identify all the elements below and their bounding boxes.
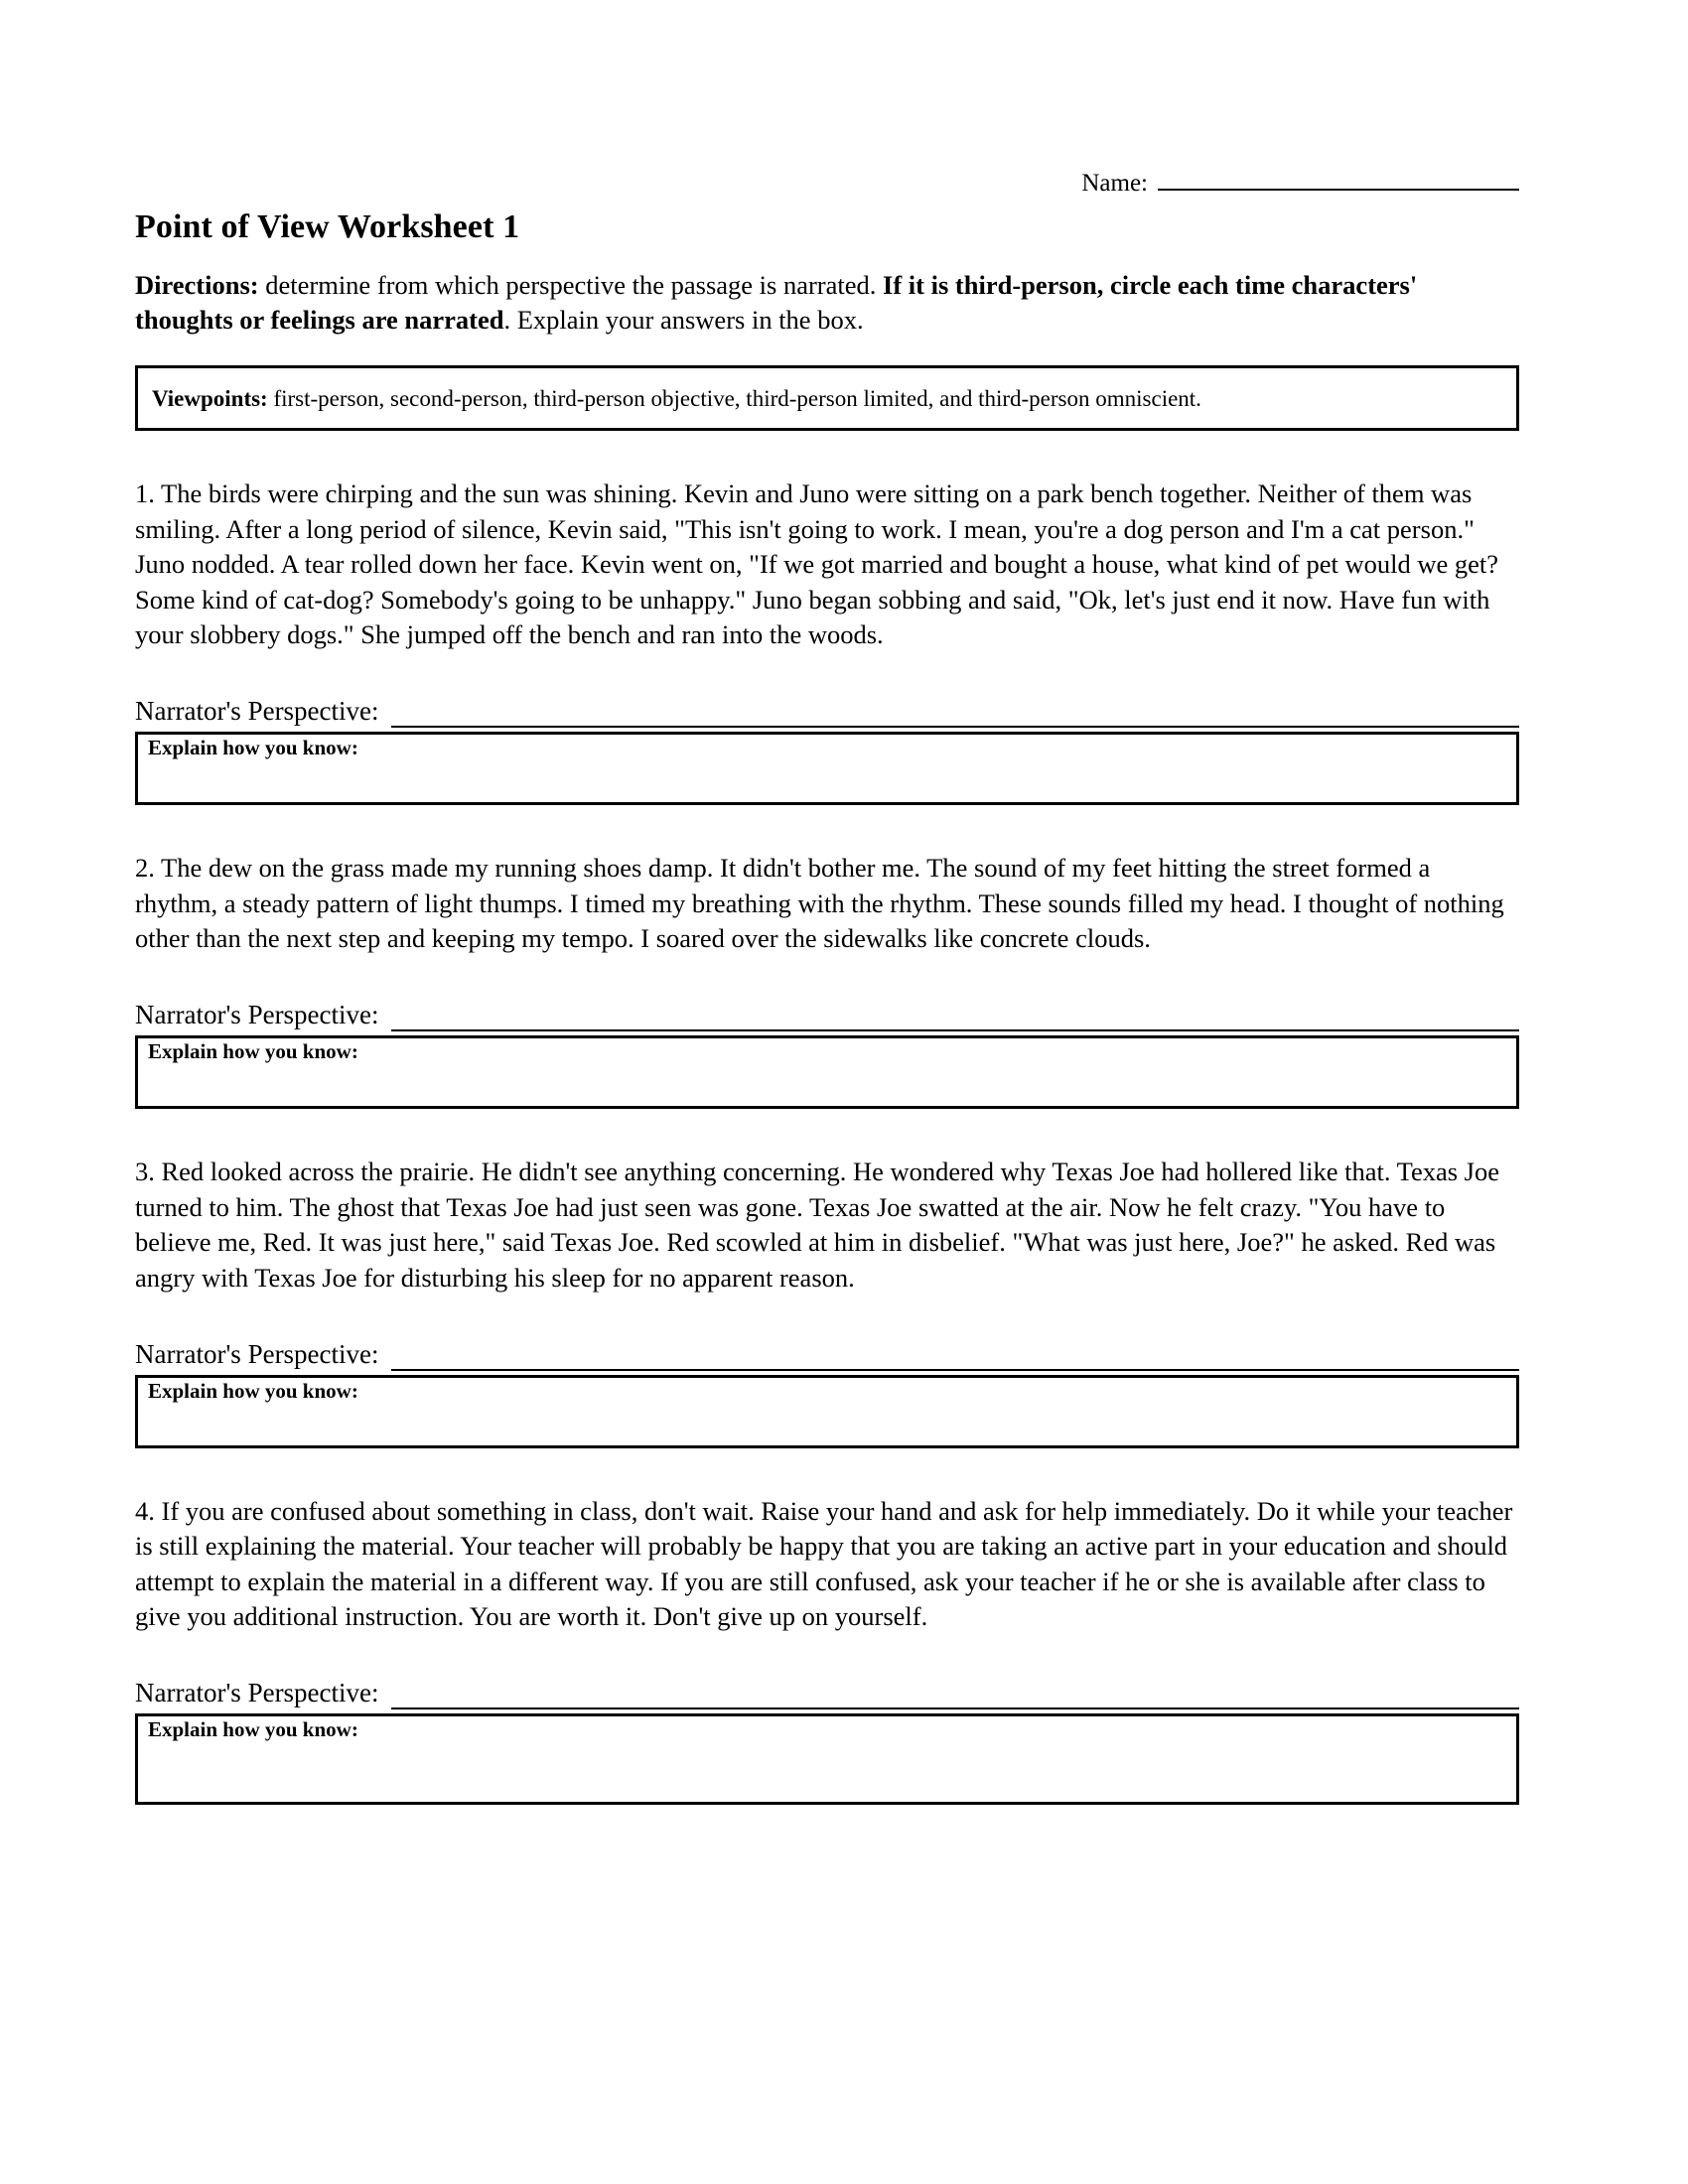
perspective-label-2: Narrator's Perspective: — [135, 1000, 379, 1030]
passage-1: 1. The birds were chirping and the sun was shining. Kevin and Juno were sitting on a park bench together. Neither of them was smiling. After a long period of silence, Kevin said, "This isn't going to work. I mean, you're a dog person and I'm a cat person." Juno nodded. A tear rolled down her face. Kevin went on, "If we got married and bought a house, what kind of pet would we get? Some kind of cat-dog? Somebody's going to be unhappy." Juno began sobbing and said, "Ok, let's just end it now. Have fun with your slobbery dogs." She jumped off the bench and ran into the woods. — [135, 478, 1498, 649]
directions-text-part1: determine from which perspective the passage is narrated. — [258, 270, 884, 300]
perspective-input-line-3[interactable] — [391, 1347, 1519, 1371]
explain-box-3[interactable] — [135, 1375, 1519, 1448]
viewpoints-text — [152, 385, 1201, 413]
directions-label: Directions: — [135, 270, 259, 300]
explain-label-1: Explain how you know: — [148, 736, 358, 760]
perspective-row-4 — [135, 1674, 1519, 1709]
perspective-input-line-2[interactable] — [391, 1008, 1519, 1031]
viewpoints-list: first-person, second-person, third-person objective, third-person limited, and third-person omniscient. — [267, 385, 1201, 411]
viewpoints-label: Viewpoints: — [152, 385, 268, 411]
perspective-row-3 — [135, 1335, 1519, 1371]
passage-3: 3. Red looked across the prairie. He didn't see anything concerning. He wondered why Texas Joe had hollered like that. Texas Joe turned to him. The ghost that Texas Joe had just seen was gone. Texas Joe swatted at the air. Now he felt crazy. "You have to believe me, Red. It was just here," said Texas Joe. Red scowled at him in disbelief. "What was just here, Joe?" he asked. Red was angry with Texas Joe for disturbing his sleep for no apparent reason. — [135, 1157, 1500, 1293]
passage-2: 2. The dew on the grass made my running shoes damp. It didn't bother me. The sound of my feet hitting the street formed a rhythm, a steady pattern of light thumps. I timed my breathing with the rhythm. These sounds filled my head. I thought of nothing other than the next step and keeping my tempo. I soared over the sidewalks like concrete clouds. — [135, 853, 1504, 954]
directions-emphasis: If it is third-person, circle each time characters' thoughts or feelings are narrated — [135, 270, 1418, 336]
explain-box-1[interactable] — [135, 732, 1519, 805]
perspective-input-line-1[interactable] — [391, 704, 1519, 728]
explain-label-3: Explain how you know: — [148, 1378, 358, 1403]
perspective-label-1: Narrator's Perspective: — [135, 696, 379, 727]
directions-paragraph — [135, 268, 1519, 338]
viewpoints-box — [135, 365, 1519, 431]
passage-4: 4. If you are confused about something in class, don't wait. Raise your hand and ask for help immediately. Do it while your teacher is still explaining the material. Your teacher will probably be happy that you are taking an active part in your education and should attempt to explain the material in a different way. If you are still confused, ask your teacher if he or she is available after class to give you additional instruction. You are worth it. Don't give up on yourself. — [135, 1495, 1513, 1632]
explain-label-2: Explain how you know: — [148, 1039, 358, 1064]
explain-box-2[interactable] — [135, 1035, 1519, 1109]
name-input-line[interactable] — [1158, 167, 1519, 191]
worksheet-content — [135, 0, 1519, 1805]
name-label: Name: — [1081, 170, 1148, 197]
page-title: Point of View Worksheet 1 — [135, 208, 520, 245]
explain-box-4[interactable] — [135, 1713, 1519, 1805]
perspective-input-line-4[interactable] — [391, 1686, 1519, 1709]
perspective-label-4: Narrator's Perspective: — [135, 1678, 379, 1708]
perspective-label-3: Narrator's Perspective: — [135, 1338, 379, 1369]
name-field-row — [135, 0, 1519, 197]
perspective-row-2 — [135, 996, 1519, 1031]
directions-text-part2: . Explain your answers in the box. — [503, 305, 864, 336]
explain-label-4: Explain how you know: — [148, 1717, 358, 1742]
perspective-row-1 — [135, 692, 1519, 728]
